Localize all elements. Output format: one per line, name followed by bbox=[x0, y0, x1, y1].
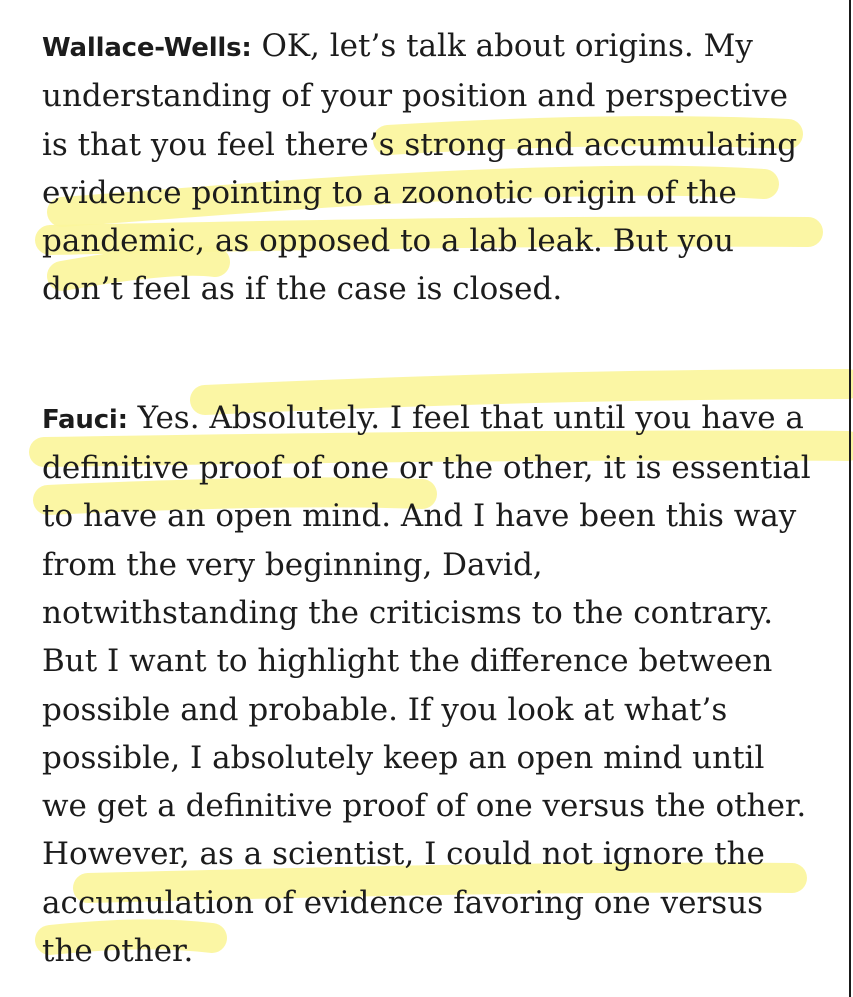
text-line: accumulation of evidence favoring one versus bbox=[42, 884, 764, 921]
text-line: Wallace-Wells: OK, let’s talk about origins. My bbox=[42, 28, 753, 64]
text-line: understanding of your position and perspective bbox=[42, 78, 789, 115]
text-line: is that you feel there’s strong and accumulating bbox=[42, 126, 798, 163]
text-line: possible, I absolutely keep an open mind until bbox=[42, 739, 765, 776]
text-line: However, as a scientist, I could not ignore the bbox=[42, 836, 765, 873]
exchange-wallace-wells bbox=[42, 22, 832, 314]
page-edge-divider bbox=[849, 0, 851, 997]
speaker-label: Fauci: bbox=[42, 404, 128, 435]
speaker-label: Wallace-Wells: bbox=[42, 33, 252, 63]
text-line: the other. bbox=[42, 933, 194, 970]
text-line: we get a definitive proof of one versus the other. bbox=[42, 788, 807, 825]
text-line: evidence pointing to a zoonotic origin of the bbox=[42, 174, 737, 211]
text-line: definitive proof of one or the other, it is essential bbox=[42, 450, 811, 487]
text-line: pandemic, as opposed to a lab leak. But you bbox=[42, 223, 734, 260]
text-line: But I want to highlight the difference between bbox=[42, 643, 773, 680]
exchange-fauci bbox=[42, 394, 832, 976]
text-line: don’t feel as if the case is closed. bbox=[42, 271, 563, 308]
text-line: possible and probable. If you look at what’s bbox=[42, 691, 728, 728]
text-line: from the very beginning, David, bbox=[42, 546, 543, 583]
text-line: Fauci: Yes. Absolutely. I feel that until you have a bbox=[42, 399, 804, 436]
text-line: to have an open mind. And I have been this way bbox=[42, 498, 797, 535]
text-line: notwithstanding the criticisms to the contrary. bbox=[42, 594, 774, 631]
article-body bbox=[42, 0, 832, 975]
